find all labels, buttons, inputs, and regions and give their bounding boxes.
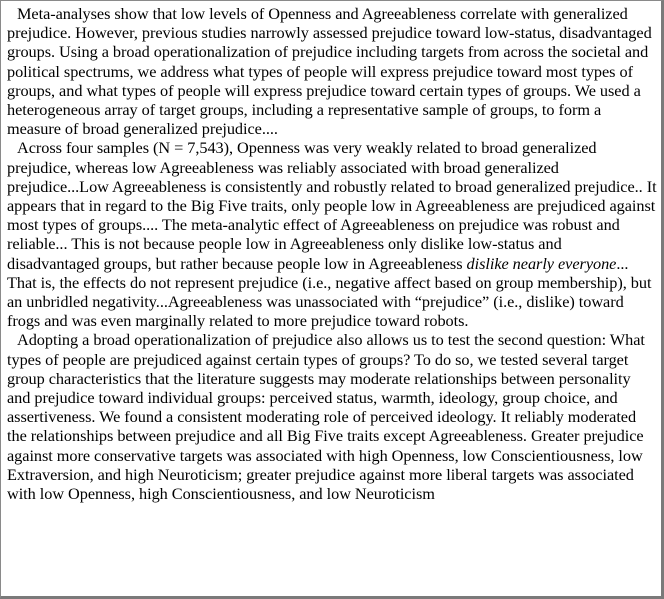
document-body — [1, 1, 661, 503]
paragraph-meta-analyses — [7, 4, 657, 138]
paragraph-four-samples — [7, 138, 657, 330]
paragraph-broad-operationalization — [7, 330, 657, 503]
paragraph-2-text-start: Across four samples (N = 7,543), Openness was very weakly related to broad generalized prejudice, whereas low Agreeableness was reliably associated with broad generalized prejudice...Low Agreeableness is consistently and robustly related to broad generalized prejudice.. It appears that in regard to the Big Five traits, only people low in Agreeableness are prejudiced against most types of groups.... The meta-analytic effect of Agreeableness on prejudice was robust and reliable... This is not because people low in Agreeableness only dislike low-status and disadvantaged groups, but rather because people low in Agreeableness — [7, 138, 657, 273]
paragraph-1-text: Meta-analyses show that low levels of Openness and Agreeableness correlate with generalized prejudice. However, previous studies narrowly assessed prejudice toward low-status, disadvantaged groups. Using a broad operationalization of prejudice including targets from across the societal and political spectrums, we address what types of people will express prejudice toward most types of groups, and what types of people will express prejudice toward certain types of groups. We used a heterogeneous array of target groups, including a representative sample of groups, to form a measure of broad generalized prejudice.... — [7, 4, 652, 139]
paragraph-2-emphasis: dislike nearly everyone — [466, 253, 617, 273]
paragraph-2-text-end: ... That is, the effects do not represent prejudice (i.e., negative affect based on group membership), but an unbridled negativity...Agreeableness was unassociated with “prejudice” (i.e., dislike) toward frogs and was even marginally related to more prejudice toward robots. — [7, 253, 652, 331]
paragraph-3-text: Adopting a broad operationalization of prejudice also allows us to test the second question: What types of people are prejudiced against certain types of groups? To do so, we tested several target group characteristics that the literature suggests may moderate relationships between personality and prejudice toward individual groups: perceived status, warmth, ideology, group choice, and assertiveness. We found a consistent moderating role of perceived ideology. It reliably moderated the relationships between prejudice and all Big Five traits except Agreeableness. Greater prejudice against more conservative targets was associated with high Openness, low Conscientiousness, low Extraversion, and high Neuroticism; greater prejudice against more liberal targets was associated with low Openness, high Conscientiousness, and low Neuroticism — [7, 330, 645, 504]
